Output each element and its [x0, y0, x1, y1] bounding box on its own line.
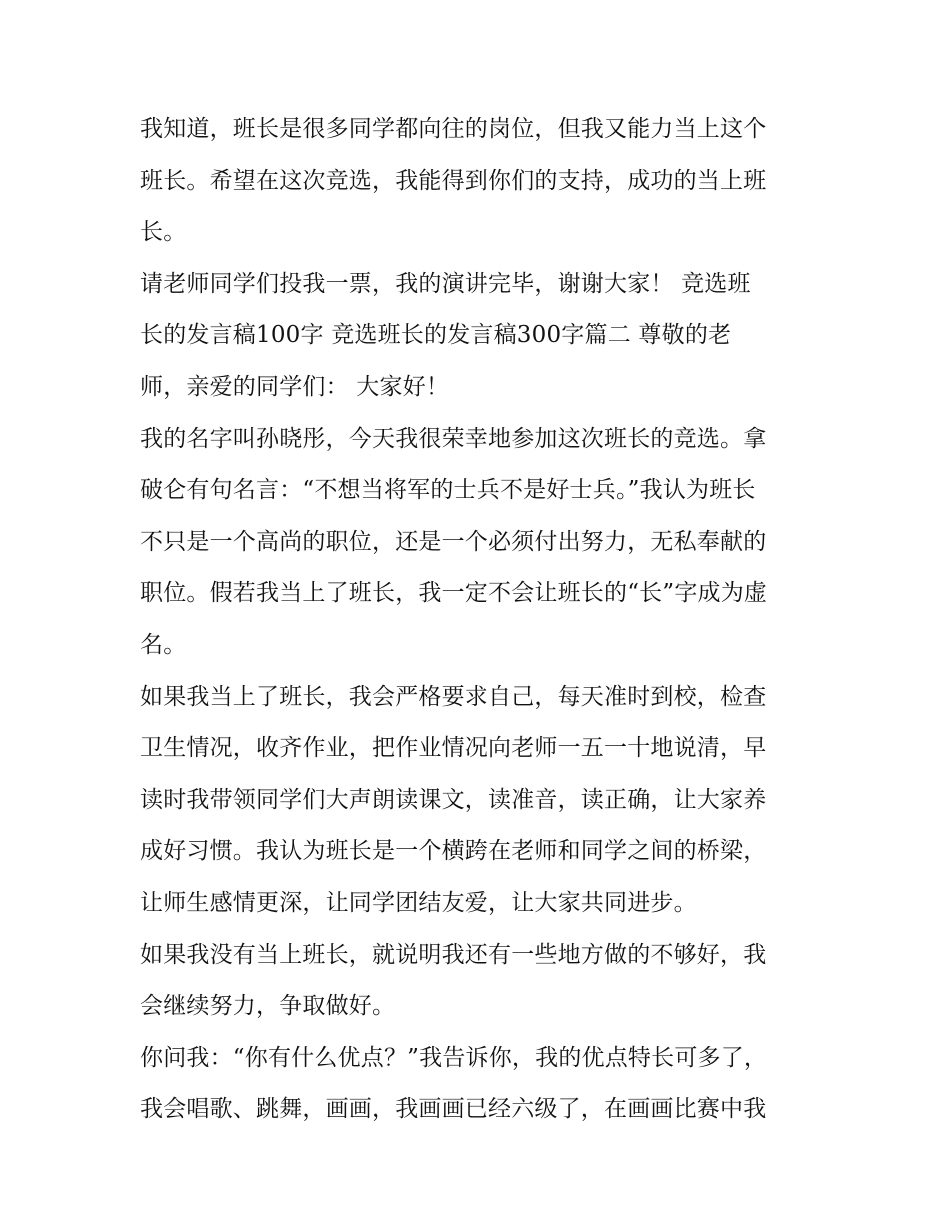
- text-line: 你问我：“你有什么优点？”我告诉你，我的优点特长可多了，: [140, 1044, 768, 1071]
- text-line: 我会唱歌、跳舞，画画，我画画已经六级了，在画画比赛中我: [140, 1096, 767, 1123]
- paragraph: [140, 414, 812, 672]
- text-line: 我的名字叫孙晓彤，今天我很荣幸地参加这次班长的竞选。拿: [140, 425, 767, 452]
- text-line: 请老师同学们投我一票，我的演讲完毕，谢谢大家！ 竞选班: [140, 270, 751, 297]
- text-line: 长的发言稿100字 竞选班长的发言稿300字篇二 尊敬的老: [140, 322, 732, 349]
- text-line: 名。: [140, 631, 187, 658]
- text-line: 班长。希望在这次竞选，我能得到你们的支持，成功的当上班: [140, 167, 767, 194]
- text-line: 卫生情况，收齐作业，把作业情况向老师一五一十地说清，早: [140, 735, 767, 762]
- text-line: 如果我没有当上班长，就说明我还有一些地方做的不够好，我: [140, 941, 767, 968]
- text-line: 读时我带领同学们大声朗读课文，读准音，读正确，让大家养: [140, 786, 767, 813]
- paragraph: [140, 672, 812, 930]
- paragraph: [140, 104, 812, 259]
- paragraph: [140, 930, 812, 1033]
- paragraph: [140, 259, 812, 414]
- text-line: 成好习惯。我认为班长是一个横跨在老师和同学之间的桥梁，: [140, 838, 767, 865]
- text-line: 让师生感情更深，让同学团结友爱，让大家共同进步。: [140, 889, 697, 916]
- text-line: 破仑有句名言：“不想当将军的士兵不是好士兵。”我认为班长: [140, 477, 756, 504]
- text-line: 如果我当上了班长，我会严格要求自己，每天准时到校，检查: [140, 683, 767, 710]
- text-line: 职位。假若我当上了班长，我一定不会让班长的“长”字成为虚: [140, 580, 768, 607]
- text-line: 长。: [140, 219, 187, 246]
- paragraph: [140, 1033, 812, 1136]
- text-line: 我知道，班长是很多同学都向往的岗位，但我又能力当上这个: [140, 116, 767, 142]
- document-body: [140, 104, 812, 1136]
- text-line: 不只是一个高尚的职位，还是一个必须付出努力，无私奉献的: [140, 528, 767, 555]
- text-line: 会继续努力，争取做好。: [140, 993, 396, 1020]
- text-line: 师，亲爱的同学们： 大家好！: [140, 373, 450, 400]
